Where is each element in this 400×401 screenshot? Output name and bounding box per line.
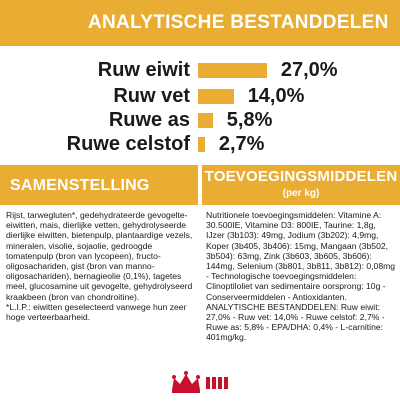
analysis-header-title: ANALYTISCHE BESTANDDELEN [88, 12, 389, 33]
analysis-label: Ruwe as [108, 109, 190, 131]
crown-logo-icon [0, 368, 400, 396]
analysis-value: 5,8% [226, 109, 273, 131]
analysis-row [0, 130, 400, 158]
royal-canin-logo [0, 368, 400, 396]
composition-banner [0, 165, 198, 205]
additives-subtitle: (per kg) [282, 188, 320, 199]
analysis-value: 14,0% [247, 85, 305, 107]
analysis-header-banner [0, 0, 400, 46]
analysis-label: Ruwe celstof [66, 133, 190, 155]
analysis-bar [198, 89, 234, 104]
analysis-value: 2,7% [218, 133, 265, 155]
analysis-row [0, 56, 400, 84]
analysis-label: Ruw vet [113, 85, 190, 107]
analysis-value: 27,0% [280, 59, 338, 81]
analysis-bar [198, 137, 205, 152]
composition-title: SAMENSTELLING [10, 177, 150, 194]
composition-text: Rijst, tarwegluten*, gedehydrateerde gevogelte-eiwitten, mais, dierlijke vetten, gehydrolyseerde dierlijke eiwitten, bietenpulp, plantaardige vezels, mineralen, visolie, sojaolie, gedroogde tomatenpulp (bron van lycopeen), fructo-oligosachariden, gist (bron van manno-oligosachariden), bernagieolie (0,1%), tagetes meel, glucosamine uit gevogelte, gehydrolyseerd kraakbeen (bron van chondroitine). *L.I.P.: eiwitten geselecteerd vanwege hun zeer hoge verteerbaarheid. [6, 210, 193, 323]
additives-banner [202, 165, 400, 205]
analysis-bar [198, 113, 213, 128]
additives-text: Nutritionele toevoegingsmiddelen: Vitamine A: 30.500IE, Vitamine D3: 800IE, Taurine: 1,8g, IJzer (3b103): 49mg, Jodium (3b202): 4,9mg, Koper (3b405, 3b406): 15mg, Mangaan (3b502, 3b504): 63mg, Zink (3b603, 3b605, 3b606): 144mg, Selenium (3b801, 3b811, 3b812): 0,08mg - Technologische toevoegingsmiddelen: Clinoptiloliet van sedimentaire oorsprong: 10g - Conserveermiddelen - Antioxidanten. ANALYTISCHE BESTANDDELEN: Ruw eiwit: 27,0% - Ruw vet: 14,0% - Ruwe celstof: 2,7% - Ruwe as: 5,8% - EPA/DHA: 0,4% - L-carnitine: 401mg/kg. [206, 210, 396, 343]
analysis-bar [198, 63, 267, 78]
analysis-label: Ruw eiwit [97, 59, 190, 81]
additives-title: TOEVOEGINGSMIDDELEN [204, 168, 398, 185]
